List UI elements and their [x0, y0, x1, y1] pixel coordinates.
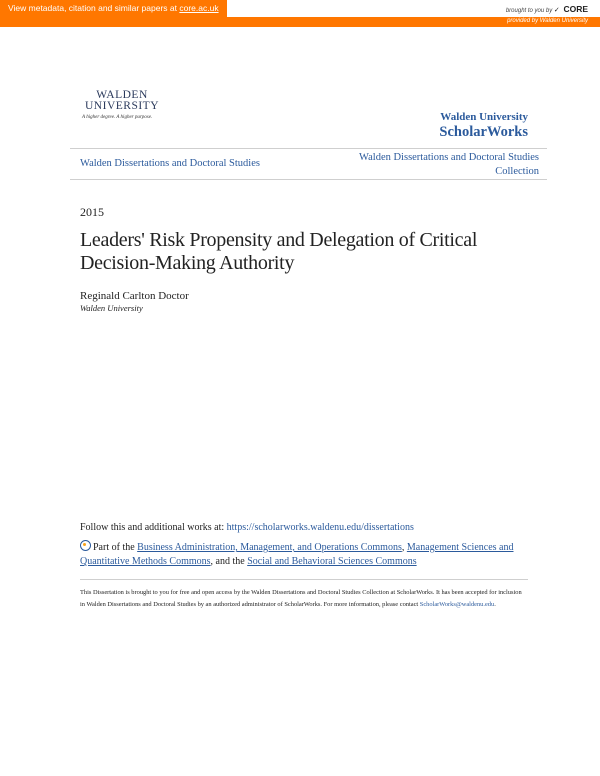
divider	[80, 579, 528, 580]
access-notice	[80, 587, 522, 611]
scholarworks-line2: ScholarWorks	[439, 124, 528, 140]
part-of-prefix: Part of the	[93, 542, 138, 553]
scholarworks-line1: Walden University	[440, 111, 528, 123]
core-provided-text: provided by Walden University	[507, 18, 588, 24]
core-logo-icon: ✓	[553, 7, 560, 14]
collection-right-line1: Walden Dissertations and Doctoral Studies	[359, 152, 539, 163]
author-affiliation: Walden University	[80, 303, 143, 313]
follow-works	[80, 522, 414, 533]
notice-text: This Dissertation is brought to you for free and open access by the Walden Dissertations and Doctoral Studies Collection at ScholarWorks. It has been accepted for inclusion in Walden Dissertations and Doctoral Studies by an authorized administrator of ScholarWorks. For more information, please contact	[80, 589, 522, 608]
core-metadata-link[interactable]	[0, 0, 227, 17]
logo-tagline: A higher degree. A higher purpose.	[82, 115, 153, 120]
follow-text: Follow this and additional works at:	[80, 522, 227, 533]
commons-link-business[interactable]: Business Administration, Management, and Operations Commons	[137, 542, 402, 553]
document-title: Leaders' Risk Propensity and Delegation of Critical Decision-Making Authority	[80, 229, 478, 274]
collection-right-line2: Collection	[495, 166, 539, 177]
core-logo: CORE	[563, 4, 588, 14]
scholarworks-logo[interactable]	[439, 111, 528, 140]
core-brought-by[interactable]	[506, 4, 588, 14]
core-metadata-text: View metadata, citation and similar papers at	[8, 3, 180, 13]
author-name: Reginald Carlton Doctor	[80, 290, 189, 302]
walden-logo	[82, 90, 162, 120]
commons-link-management[interactable]: Management Sciences and Quantitative Methods Commons	[80, 542, 514, 567]
notice-end: .	[494, 601, 496, 608]
part-of-commons	[80, 540, 520, 569]
commons-link-social[interactable]: Social and Behavioral Sciences Commons	[247, 556, 417, 567]
core-banner	[0, 0, 600, 17]
logo-line2: UNIVERSITY	[85, 100, 159, 112]
part-of-sep1: ,	[401, 542, 407, 553]
collections-bar	[70, 148, 547, 180]
core-link[interactable]: core.ac.uk	[179, 3, 219, 13]
collection-link-dissertations[interactable]: Walden Dissertations and Doctoral Studies	[80, 158, 260, 169]
part-of-sep2: , and the	[210, 556, 248, 567]
contact-email-link[interactable]: ScholarWorks@waldenu.edu	[419, 601, 495, 608]
dissertations-url-link[interactable]: https://scholarworks.waldenu.edu/dissertations	[226, 522, 414, 533]
logo-line1: WALDEN	[96, 89, 148, 101]
digital-commons-icon	[80, 540, 91, 551]
core-brought-text: brought to you by	[505, 8, 553, 14]
publication-year: 2015	[80, 205, 104, 219]
core-provided-bar	[0, 17, 600, 27]
collection-link-collection[interactable]	[359, 151, 539, 179]
